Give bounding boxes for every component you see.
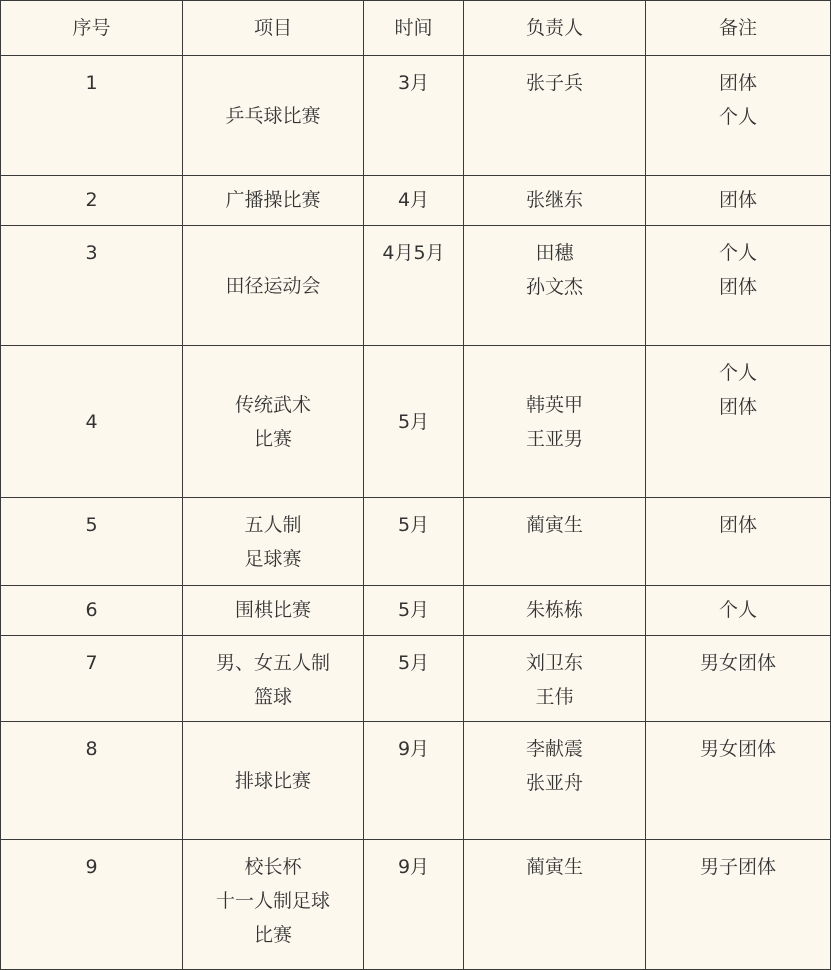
item-line: 广播操比赛 xyxy=(225,189,321,211)
cell-item xyxy=(183,636,364,722)
table-row xyxy=(1,586,831,636)
cell-note xyxy=(646,226,831,346)
time-line: 5月 xyxy=(397,652,430,674)
cell-number: 6 xyxy=(1,586,183,636)
cell-item xyxy=(183,346,364,498)
item-line: 田径运动会 xyxy=(225,274,321,297)
note-line: 个人 xyxy=(718,242,757,264)
item-line: 传统武术 xyxy=(234,393,311,416)
table-header-row xyxy=(1,1,831,56)
header-note: 备注 xyxy=(646,1,831,56)
table-row xyxy=(1,346,831,498)
item-line: 乒乓球比赛 xyxy=(225,104,321,127)
owner-line: 王伟 xyxy=(535,686,574,708)
note-line: 团体 xyxy=(718,72,757,94)
item-line: 五人制 xyxy=(244,514,302,536)
cell-number: 7 xyxy=(1,636,183,722)
table-row xyxy=(1,840,831,970)
item-line: 足球赛 xyxy=(244,548,302,570)
item-line: 排球比赛 xyxy=(234,769,311,792)
item-line: 十一人制足球 xyxy=(215,890,330,912)
note-line: 团体 xyxy=(718,396,757,418)
cell-owner xyxy=(464,226,646,346)
header-time: 时间 xyxy=(364,1,464,56)
cell-item xyxy=(183,586,364,636)
cell-item xyxy=(183,226,364,346)
cell-note xyxy=(646,176,831,226)
item-line: 男、女五人制 xyxy=(215,652,330,674)
cell-number: 5 xyxy=(1,498,183,586)
time-line: 4月 xyxy=(397,189,430,211)
cell-item xyxy=(183,840,364,970)
item-line: 篮球 xyxy=(253,686,292,708)
table-row xyxy=(1,56,831,176)
cell-number: 4 xyxy=(1,346,183,498)
owner-line: 孙文杰 xyxy=(525,276,583,298)
cell-item xyxy=(183,722,364,840)
cell-note xyxy=(646,346,831,498)
owner-line: 田穗 xyxy=(535,242,574,264)
cell-item xyxy=(183,498,364,586)
cell-note xyxy=(646,840,831,970)
time-line: 5月 xyxy=(397,514,430,536)
cell-number: 2 xyxy=(1,176,183,226)
note-line: 团体 xyxy=(718,189,757,211)
owner-line: 张子兵 xyxy=(525,72,583,94)
table-row xyxy=(1,226,831,346)
note-line: 个人 xyxy=(718,362,757,384)
cell-number: 1 xyxy=(1,56,183,176)
item-line: 围棋比赛 xyxy=(234,599,311,621)
owner-line: 张继东 xyxy=(525,189,583,211)
cell-number: 8 xyxy=(1,722,183,840)
table-row xyxy=(1,636,831,722)
cell-note xyxy=(646,56,831,176)
owner-line: 张亚舟 xyxy=(525,772,583,794)
note-line: 团体 xyxy=(718,514,757,536)
cell-note xyxy=(646,498,831,586)
cell-owner xyxy=(464,176,646,226)
owner-line: 李献震 xyxy=(525,738,583,760)
owner-line: 王亚男 xyxy=(525,427,583,450)
cell-owner xyxy=(464,346,646,498)
owner-line: 刘卫东 xyxy=(525,652,583,674)
cell-item xyxy=(183,56,364,176)
cell-time xyxy=(364,498,464,586)
cell-number: 3 xyxy=(1,226,183,346)
note-line: 团体 xyxy=(718,276,757,298)
header-owner: 负责人 xyxy=(464,1,646,56)
table-row xyxy=(1,498,831,586)
cell-note xyxy=(646,722,831,840)
cell-owner xyxy=(464,840,646,970)
note-line: 男女团体 xyxy=(699,738,776,760)
cell-time xyxy=(364,346,464,498)
cell-time xyxy=(364,586,464,636)
note-line: 男女团体 xyxy=(699,652,776,674)
cell-note xyxy=(646,586,831,636)
owner-line: 朱栋栋 xyxy=(525,599,583,621)
cell-item xyxy=(183,176,364,226)
time-line: 3月 xyxy=(397,72,430,94)
cell-owner xyxy=(464,56,646,176)
cell-owner xyxy=(464,722,646,840)
item-line: 比赛 xyxy=(253,427,292,450)
item-line: 比赛 xyxy=(253,924,292,946)
header-item: 项目 xyxy=(183,1,364,56)
cell-owner xyxy=(464,636,646,722)
cell-time xyxy=(364,722,464,840)
note-line: 个人 xyxy=(718,599,757,621)
cell-owner xyxy=(464,586,646,636)
cell-number: 9 xyxy=(1,840,183,970)
owner-line: 蔺寅生 xyxy=(525,856,583,878)
cell-time xyxy=(364,56,464,176)
cell-time xyxy=(364,226,464,346)
table-row xyxy=(1,722,831,840)
cell-time xyxy=(364,636,464,722)
time-line: 5月 xyxy=(397,410,430,433)
owner-line: 韩英甲 xyxy=(525,393,583,416)
cell-owner xyxy=(464,498,646,586)
time-line: 5月 xyxy=(397,599,430,621)
owner-line: 蔺寅生 xyxy=(525,514,583,536)
time-line: 4月5月 xyxy=(382,242,445,264)
cell-time xyxy=(364,176,464,226)
time-line: 9月 xyxy=(397,738,430,760)
time-line: 9月 xyxy=(397,856,430,878)
header-number: 序号 xyxy=(1,1,183,56)
note-line: 个人 xyxy=(718,106,757,128)
table-row xyxy=(1,176,831,226)
cell-time xyxy=(364,840,464,970)
item-line: 校长杯 xyxy=(244,856,302,878)
note-line: 男子团体 xyxy=(699,856,776,878)
cell-note xyxy=(646,636,831,722)
